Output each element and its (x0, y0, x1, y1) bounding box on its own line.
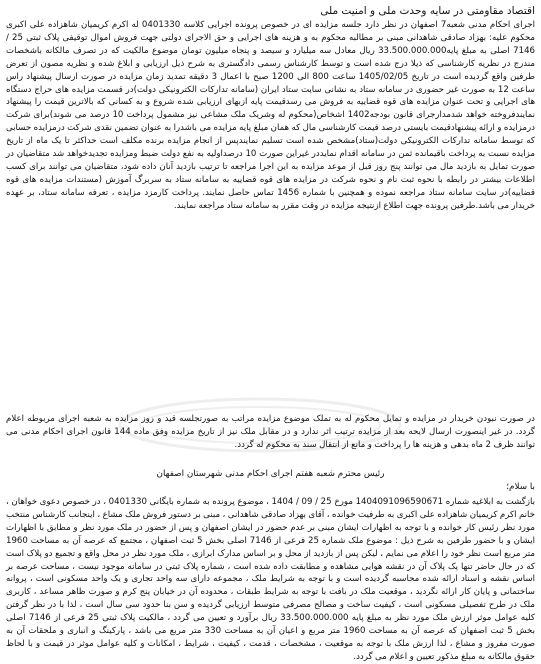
greeting-line: با سلام؛ (506, 482, 535, 492)
page-header: اقتصاد مقاومتی در سایه وحدت ملی و امنیت ملی (320, 5, 535, 17)
notice-paragraph-2: در صورت نبودن خریدار در مزایده و تمایل محکوم له به تملک موضوع مزایده مراتب به صورتجلسه قید و روز مزایده به شعبه اجرای مربوطه اعلام گردد. در غیر اینصورت ارسال لایحه بعد از مزایده ترتیب اثر ندارد و در مقابل ملک نیز از تاریخ مزایده وفق ماده 144 قانون اجرای احکام مدنی می توانند ظرف 2 ماه بدهی و هزینه ها را پرداخت و مانع از انتقال سند به محکوم له گردد. (6, 414, 536, 450)
notice-paragraph-1: اجرای احکام مدنی شعبه7 اصفهان در نظر دارد جلسه مزایده ای در خصوص پرونده اجرایی کلاسه 0401330 له اکرم کریمیان شاهزاده علی اکبری محکوم علیه: بهزاد صادقی شاهدانی مبنی بر مطالبه محکوم به و هزینه های اجرایی و حق الاجرای دولتی جهت فروش اموال توقیفی پلاک ثبتی 25 / 7146 اصلی به مبلغ پایه33.500.000.000 ریال معادل سه میلیارد و سیصد و پنجاه میلیون تومان موضوع مالکیت که در تصرف مالکانه باشخصات مندرج در نظریه کارشناسی که ذیلا درج شده است و توسط کارشناس رسمی دادگستری به شرح ذیل ارزیابی و ابلاغ شده و نظریه مصون از تعرض طرفین واقع گردیده است در تاریخ 1405/02/05 ساعت 800 الی 1200 صبح با اعمال 3 دقیقه تمدید زمان مزایده در صورت ارسال پیشنهاد راس ساعت 12 به صورت غیر حضوری در سامانه ستاد به نشانی سایت ستاد ایران (سامانه تدارکات الکترونیکی دولت)در قسمت مزایده های حراج دستگاه های اجرایی و تحت عنوان مزایده های قوه قضاییه به فروش می رسدقیمت پایه ازبهای ارزیابی شده شروع و به کسانی که بالاترین قیمت را پیشنهاد نمایندفروخته خواهد شدمدارجرای قانون بودجه1402 اشخاص(محکوم له وشریک ملک مشاعی نیز مشمول پرداخت 10 درصد می شوند)برای شرکت درمزایده و ارائه پیشنهادقیمت بایستی درصد قیمت کارشناسی مال که همان مبلغ پایه مزایده می باشدرا به عنوان تضمین نقدی شرکت درمزایده حسابی که توسط سامانه تدارکات الکترونیکی دولت(ستاد)مشخص شده است تسلیم نمایندپس از انجام مزایده برنده مکلف است حداکثر تا یک ماه از تاریخ مزایده نسبت به پرداخت باقیمانده ثمن در سامانه اقدام نمایددر غیراین صورت 10 درصداولیه به نفع دولت ضبط ومزایده تجدیدخواهد شد متقاضیان در صورت تمایل به بازدید مال می توانند پنج روز قبل از موعد مزایده به این اجرا مراجعه تا ترتیب بازدید آنان داده شود، متقاضیان می توانند برای کسب اطلاعات بیشتر در رابطه با نحوه ثبت نام و نحوه شرکت در مزایده های قوه قضاییه به سامانه ستاد به سربرگ آموزش (مستندات مزایده های قوه قضاییه)در سایت سامانه ستاد مراجعه نموده و همچنین با شماره 1456 تماس حاصل نمایند. پرداخت کارمزد مزایده ، تعرفه سامانه ستاد، بر عهده خریدار می باشد.طرفین پرونده جهت اطلاع ازنتیجه مزایده در وقت مقرر به سامانه ستاد مراجعه نمایند. (6, 20, 536, 211)
addressee-line: رئیس محترم شعبه هفتم اجرای احکام مدنی شهرستان اصفهان (156, 469, 385, 479)
notice-paragraph-3: بازگشت به ابلاغیه شماره 1404091096590671 مورخ 25 / 09 / 1404 ، موضوع پرونده به شماره بایگانی 0401330 ، در خصوص دعوی خواهان ، خانم اکرم کریمیان شاهزاده علی اکبری به طرفیت خوانده ، آقای بهزاد صادقی شاهدانی ، مبنی بر دستور فروش ملک مشاع ، اینجانب کارشناس منتخب مورد نظر رئیس کار خوانده و با توجه به اظهارات ایشان مبنی بر عدم حضور در ایشان اصفهان و پس از حضور در ملک مورد نظر و مطابق با اظهارات ایشان و با حضور طرفین به شرح ذیل : موضوع ملک شماره 25 فرعی از 7146 اصلی بخش 5 ثبت اصفهان ، مجتمع که عرصه آن به مساحت 1960 متر مربع است نظر خود را اعلام می نمایم ، لیکن پس از بازدید از محل و بر اساس مدارک ابرازی ، ملک مورد نظر در محل واقع و تجمیع دو پلاک است که در حال حاضر تنها یک پلاک آن در نقشه هوایی مشاهده و مطابقت داده شده است ، شماره پلاک ثبتی در سامانه موجود نیست ، مساحت عرصه بر اساس نقشه و اسناد ارائه شده محاسبه گردیده است و با توجه به شرایط ملک ، مجموعه دارای سه واحد تجاری و یک واحد مسکونی است ، پروانه ساختمانی و پایان کار ارائه نگردید ، موقعیت ملک در بافت با توجه به شرایط طبقات ، محدوده آن در خیابان پنج کرم و صورت ظاهر مساعد ، کاربری ملک در طرح تفصیلی مسکونی است ، کیفیت ساخت و مصالح مصرفی متوسط ارزیابی گردیده و سن بنا حدود سی سال است ، لذا با در نظر گرفتن کلیه عوامل موثر ارزش ملک مورد نظر به مبلغ پایه 33.500.000.000 ریال برآورد و تعیین می گردد ، مالکیت پلاک ثبتی 25 فرعی از 7146 اصلی بخش 5 ثبت اصفهان که عرصه آن به مساحت 1960 متر مربع و اعیان آن به مساحت 330 متر مربع می باشد ، پارکینگ و انباری و ملحقات آن به صورت مفروز و مشاع ، لذا ارزش ملک با توجه به موقعیت ، مشخصات ، قدمت ، کیفیت ، شرایط ، امکانات و کلیه عوامل موثر در قیمت و با لحاظ حقوق مالکانه به مبلغ مذکور تعیین و اعلام می گردد. (6, 497, 536, 662)
